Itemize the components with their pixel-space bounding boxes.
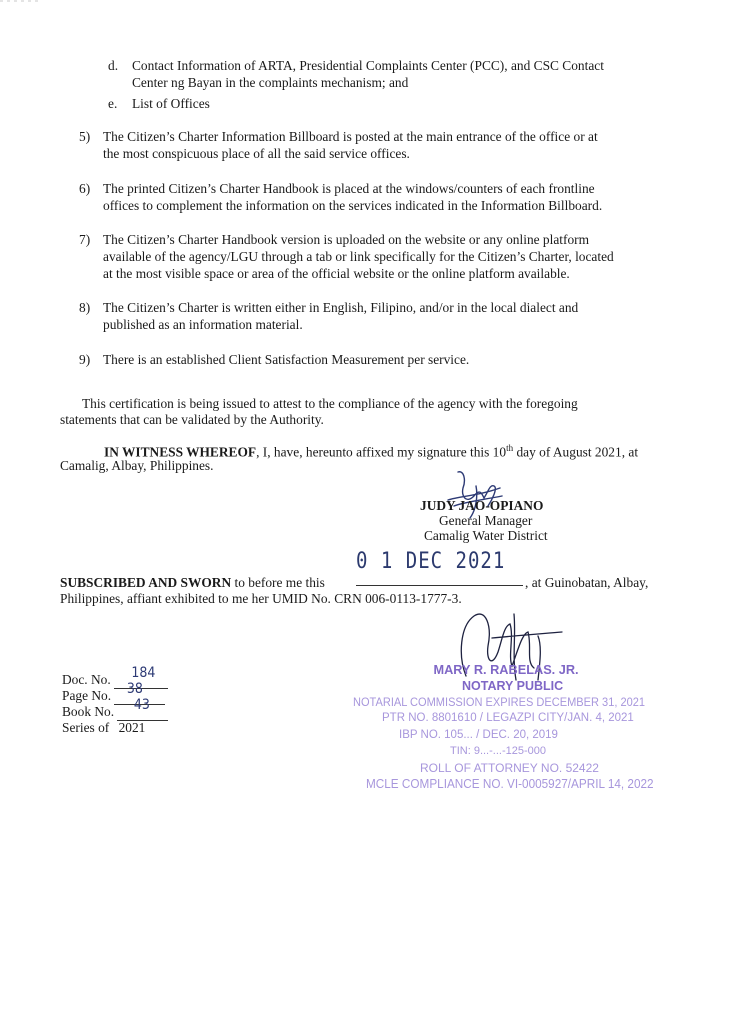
sworn-line-1 bbox=[60, 574, 325, 591]
sworn-heading: SUBSCRIBED AND SWORN bbox=[60, 575, 232, 590]
list-item-line: the most conspicuous place of all the said service offices. bbox=[103, 146, 410, 161]
notary-stamp-title: NOTARY PUBLIC bbox=[462, 679, 564, 693]
received-date-stamp: 0 1 DEC 2021 bbox=[356, 548, 506, 574]
sworn-text: to before me this bbox=[231, 575, 325, 590]
list-item-line: The Citizen’s Charter Handbook version is uploaded on the website or any online platform bbox=[103, 232, 590, 247]
signatory-name: JUDY JAO-OPIANO bbox=[420, 498, 544, 513]
list-item-line: available of the agency/LGU through a tab or link specifically for the Citizen’s Charter, located bbox=[103, 249, 614, 264]
doc-entry-value: 2021 bbox=[118, 720, 146, 735]
witness-ordinal: th bbox=[506, 443, 514, 453]
list-item-number: 8) bbox=[79, 300, 91, 315]
notary-stamp-ibp: IBP NO. 105... / DEC. 20, 2019 bbox=[399, 729, 558, 741]
notary-stamp-mcle: MCLE COMPLIANCE NO. VI-0005927/APRIL 14, 2022 bbox=[366, 777, 654, 791]
list-item-line: published as an information material. bbox=[103, 317, 303, 332]
list-item-line: There is an established Client Satisfaction Measurement per service. bbox=[103, 352, 470, 367]
sub-item-letter: e. bbox=[108, 96, 118, 111]
list-item-line: at the most visible space or area of the official website or the online platform available. bbox=[103, 266, 570, 281]
witness-heading: IN WITNESS WHEREOF bbox=[104, 444, 257, 460]
date-blank-line bbox=[356, 585, 523, 586]
notary-stamp-ptr: PTR NO. 8801610 / LEGAZPI CITY/JAN. 4, 2021 bbox=[382, 712, 634, 724]
list-item-number: 5) bbox=[79, 129, 91, 144]
notary-stamp-roll: ROLL OF ATTORNEY NO. 52422 bbox=[420, 761, 599, 775]
doc-entry-label: Page No. bbox=[62, 688, 112, 703]
certification-line-1: This certification is being issued to attest to the compliance of the agency with the foregoing bbox=[82, 396, 578, 411]
sub-item-line: Contact Information of ARTA, Presidential Complaints Center (PCC), and CSC Contact bbox=[132, 58, 604, 73]
sub-item-line: List of Offices bbox=[132, 96, 210, 111]
list-item-line: The Citizen’s Charter Information Billboard is posted at the main entrance of the office or at bbox=[103, 129, 598, 144]
sworn-text-location: , at Guinobatan, Albay, bbox=[525, 575, 649, 590]
doc-entry-label: Doc. No. bbox=[62, 672, 111, 687]
witness-text-2: day of August 2021, at bbox=[513, 444, 639, 460]
doc-entry-label: Series of bbox=[62, 720, 110, 735]
notary-stamp-commission: NOTARIAL COMMISSION EXPIRES DECEMBER 31, 2021 bbox=[353, 695, 646, 709]
sub-item-line: Center ng Bayan in the complaints mechanism; and bbox=[132, 75, 409, 90]
doc-entry-value: 38 bbox=[127, 681, 144, 697]
list-item-number: 9) bbox=[79, 352, 91, 367]
sub-item-letter: d. bbox=[108, 58, 119, 73]
signatory-org: Camalig Water District bbox=[424, 528, 548, 543]
witness-line-2: Camalig, Albay, Philippines. bbox=[60, 458, 214, 473]
doc-entry-series bbox=[62, 719, 145, 736]
certification-line-2: statements that can be validated by the Authority. bbox=[60, 412, 324, 427]
notary-stamp-tin: TIN: 9...-...-125-000 bbox=[450, 745, 546, 757]
scan-artifact bbox=[0, 0, 40, 6]
doc-entry-value: 184 bbox=[131, 665, 156, 681]
list-item-line: The printed Citizen’s Charter Handbook is placed at the windows/counters of each frontline bbox=[103, 181, 595, 196]
sworn-line-2: Philippines, affiant exhibited to me her UMID No. CRN 006-0113-1777-3. bbox=[60, 591, 462, 606]
witness-text: , I, have, hereunto affixed my signature this 10 bbox=[256, 444, 507, 460]
list-item-line: offices to complement the information on the services indicated in the Information Billboard. bbox=[103, 198, 603, 213]
doc-entry-value: 43 bbox=[134, 697, 151, 713]
doc-entry-label: Book No. bbox=[62, 704, 115, 719]
list-item-line: The Citizen’s Charter is written either in English, Filipino, and/or in the local dialect and bbox=[103, 300, 579, 315]
list-item-number: 7) bbox=[79, 232, 91, 247]
list-item-number: 6) bbox=[79, 181, 91, 196]
signatory-title: General Manager bbox=[439, 513, 533, 528]
notary-stamp-name: MARY R. RABELAS. JR. bbox=[433, 662, 579, 677]
